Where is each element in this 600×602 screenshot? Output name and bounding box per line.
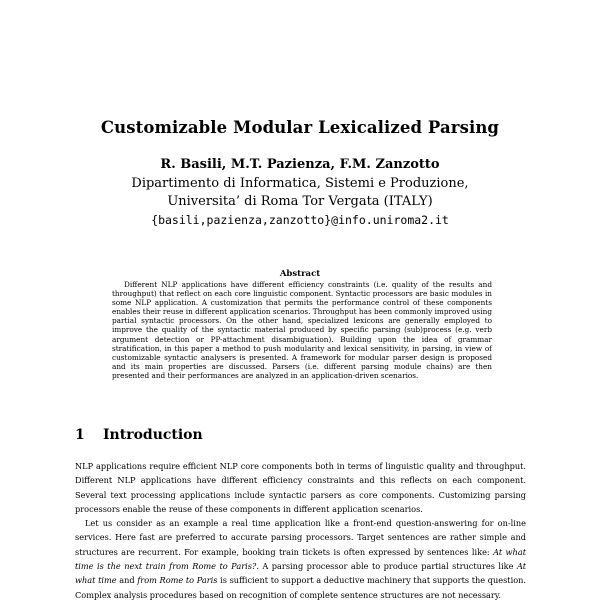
intro-p2-text-b: . A parsing processor able to produce partial structures like [256, 561, 517, 572]
intro-p2-text-a: Let us consider as an example a real time application like a front-end question-answering for on-line services. Here fast are preferred to accurate parsing processors. Target sentences are rather simple and structures are recurrent. For example, booking train tickets is often expressed by sentences like: [75, 518, 526, 557]
affiliation-line-1: Dipartimento di Informatica, Sistemi e Produzione, [131, 176, 469, 191]
abstract-text: Different NLP applications have different efficiency constraints (i.e. quality of the results and throughput) that reflect on each core linguistic component. Syntactic processors are basic modules in some NLP application. A customization that permits the performance control of these components enables their reuse in different application scenarios. Throughput has been commonly improved using partial syntactic processors. On the other hand, specialized lexicons are generally employed to improve the quality of the syntactic material produced by specific parsing (sub)process (e.g. verb argument detection or PP-attachment disambiguation). Building upon the idea of grammar stratification, in this paper a method to push modularity and lexical sensitivity, in parsing, in view of customizable syntactic analysers is presented. A framework for modular parser design is proposed and its main properties are discussed. Parsers (i.e. different parsing module chains) are then presented and their performances are analyzed in an application-driven scenarios. [112, 280, 492, 380]
author-email: {basili,pazienza,zanzotto}@info.uniroma2.it [151, 213, 449, 227]
intro-paragraph-2 [75, 516, 526, 602]
intro-p2-example-phrase-2: from Rome to Paris [137, 575, 218, 586]
abstract-heading: Abstract [279, 269, 321, 279]
intro-p2-text-d: is sufficient to support a deductive machinery that supports the question. Complex analysis procedures based on recognition of complete sentence structures are not necessary. [75, 575, 527, 600]
section-number: 1 [75, 427, 85, 443]
author-list: R. Basili, M.T. Pazienza, F.M. Zanzotto [160, 157, 440, 172]
section-heading [75, 427, 203, 443]
intro-p2-example-question: At what time is the next train from Rome to Paris? [75, 546, 526, 572]
intro-paragraph-1: NLP applications require efficient NLP core components both in terms of linguistic quality and throughput. Different NLP applications have different efficiency constraints and this reflects on each component. Several text processing applications include syntactic parsers as core components. Customizing parsing processors enable the reuse of these components in different application scenarios. [75, 461, 526, 514]
introduction-body [75, 459, 526, 602]
affiliation-line-2: Universita’ di Roma Tor Vergata (ITALY) [167, 194, 433, 209]
intro-p2-text-c: and [116, 575, 138, 586]
paper-title: Customizable Modular Lexicalized Parsing [100, 118, 500, 137]
intro-p2-example-phrase-1: At what time [75, 561, 526, 586]
section-title: Introduction [103, 427, 203, 443]
